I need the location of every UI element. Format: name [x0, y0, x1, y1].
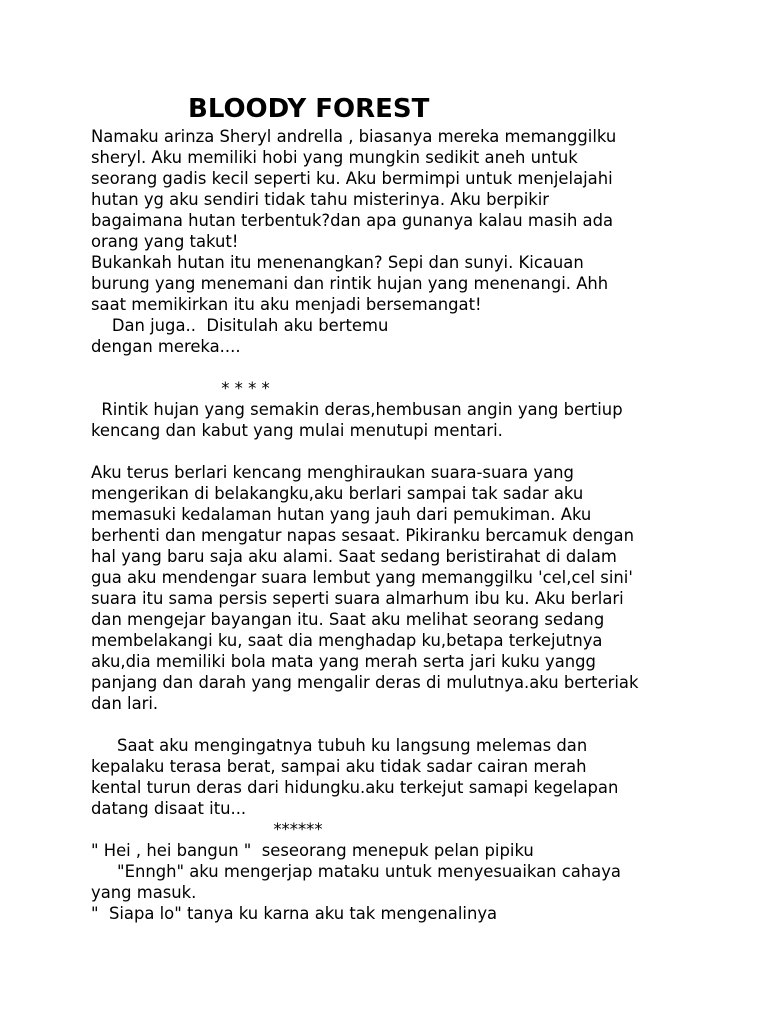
document-body: [91, 126, 751, 924]
text-line: berhenti dan mengatur napas sesaat. Pikiranku bercamuk dengan: [91, 526, 634, 545]
text-line: burung yang menemani dan rintik hujan yang menenangi. Ahh: [91, 274, 609, 293]
text-line: hal yang baru saja aku alami. Saat sedang beristirahat di dalam: [91, 547, 617, 566]
text-line: memasuki kedalaman hutan yang jauh dari pemukiman. Aku: [91, 505, 592, 524]
text-line: membelakangi ku, saat dia menghadap ku,betapa terkejutnya: [91, 631, 603, 650]
text-line: yang masuk.: [91, 883, 197, 902]
text-line: " Hei , hei bangun " seseorang menepuk pelan pipiku: [91, 841, 534, 860]
text-line: seorang gadis kecil seperti ku. Aku bermimpi untuk menjelajahi: [91, 169, 613, 188]
text-line: mengerikan di belakangku,aku berlari sampai tak sadar aku: [91, 484, 584, 503]
text-line: " Siapa lo" tanya ku karna aku tak mengenalinya: [91, 904, 498, 923]
text-line: ******: [91, 820, 323, 839]
text-line: dan lari.: [91, 694, 159, 713]
text-line: kepalaku terasa berat, sampai aku tidak sadar cairan merah: [91, 757, 587, 776]
blank-line: [91, 357, 751, 378]
text-line: Namaku arinza Sheryl andrella , biasanya mereka memanggilku: [91, 127, 617, 146]
text-line: dan mengejar bayangan itu. Saat aku melihat seorang sedang: [91, 610, 605, 629]
text-line: saat memikirkan itu aku menjadi bersemangat!: [91, 295, 482, 314]
text-line: Dan juga.. Disitulah aku bertemu: [91, 316, 389, 335]
text-line: sheryl. Aku memiliki hobi yang mungkin sedikit aneh untuk: [91, 148, 578, 167]
text-line: * * * *: [91, 379, 270, 398]
text-line: orang yang takut!: [91, 232, 239, 251]
text-line: suara itu sama persis seperti suara almarhum ibu ku. Aku berlari: [91, 589, 624, 608]
text-line: "Enngh" aku mengerjap mataku untuk menyesuaikan cahaya: [91, 862, 621, 881]
text-line: kental turun deras dari hidungku.aku terkejut samapi kegelapan: [91, 778, 619, 797]
text-line: kencang dan kabut yang mulai menutupi mentari.: [91, 421, 503, 440]
text-line: panjang dan darah yang mengalir deras di mulutnya.aku berteriak: [91, 673, 639, 692]
text-line: hutan yg aku sendiri tidak tahu misterinya. Aku berpikir: [91, 190, 550, 209]
text-line: datang disaat itu...: [91, 799, 247, 818]
text-line: dengan mereka....: [91, 337, 241, 356]
document-title: BLOODY FOREST: [188, 94, 430, 124]
blank-line: [91, 714, 751, 735]
text-line: Aku terus berlari kencang menghiraukan suara-suara yang: [91, 463, 574, 482]
text-line: Bukankah hutan itu menenangkan? Sepi dan sunyi. Kicauan: [91, 253, 584, 272]
text-line: gua aku mendengar suara lembut yang memanggilku 'cel,cel sini': [91, 568, 633, 587]
blank-line: [91, 441, 751, 462]
text-line: bagaimana hutan terbentuk?dan apa gunanya kalau masih ada: [91, 211, 614, 230]
text-line: Rintik hujan yang semakin deras,hembusan angin yang bertiup: [91, 400, 623, 419]
text-line: aku,dia memiliki bola mata yang merah serta jari kuku yangg: [91, 652, 596, 671]
text-line: Saat aku mengingatnya tubuh ku langsung melemas dan: [91, 736, 588, 755]
